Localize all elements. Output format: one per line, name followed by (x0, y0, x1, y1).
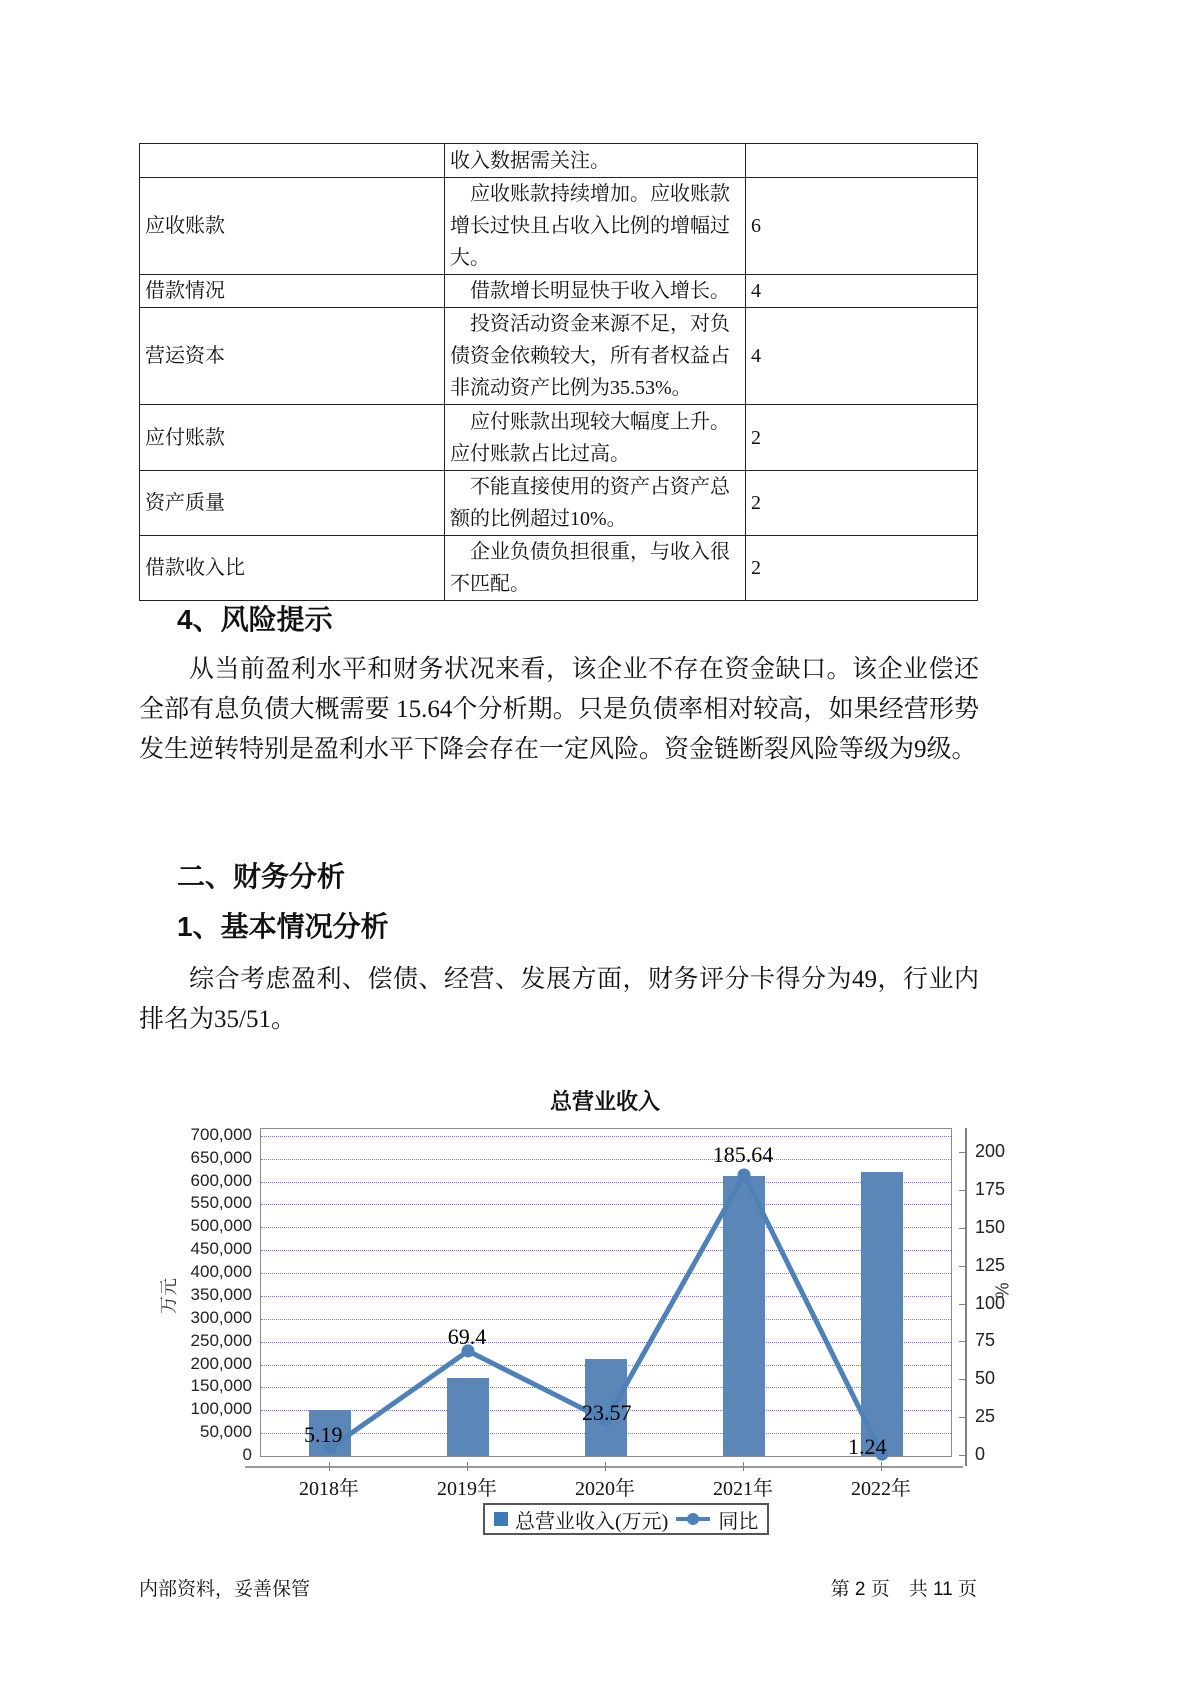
table-row (140, 405, 978, 471)
left-axis-tick-label: 600,000 (190, 1170, 252, 1190)
risk-heading: 4、风险提示 (177, 604, 333, 635)
right-axis-tick (959, 1266, 965, 1267)
right-axis-tick (959, 1379, 965, 1380)
line-data-label: 1.24 (848, 1434, 887, 1459)
table-row (140, 308, 978, 405)
right-axis-tick-label: 200 (975, 1141, 1006, 1162)
right-axis-tick-label: 150 (975, 1216, 1006, 1237)
description-text: 企业负债负担很重，与收入很不匹配。 (450, 541, 730, 595)
right-axis-tick (959, 1190, 965, 1191)
left-axis-tick-label: 500,000 (190, 1216, 252, 1236)
right-axis-line (965, 1128, 967, 1466)
footer-confidential-note: 内部资料，妥善保管 (139, 1579, 311, 1600)
description-cell (445, 144, 746, 178)
score-cell: 2 (746, 536, 978, 601)
right-axis-tick-label: 125 (975, 1254, 1006, 1275)
indicator-cell: 营运资本 (140, 308, 445, 405)
score-cell: 4 (746, 308, 978, 405)
line-point-marker (738, 1168, 751, 1181)
score-cell: 4 (746, 275, 978, 308)
x-axis-tick (743, 1462, 744, 1471)
legend-bar-swatch-icon (494, 1512, 508, 1526)
footer-page-number: 第 2 页 共 11 页 (830, 1579, 977, 1600)
x-axis-category-label: 2020年 (575, 1478, 635, 1500)
score-table (139, 143, 978, 601)
right-axis-tick (959, 1152, 965, 1153)
indicator-cell: 资产质量 (140, 471, 445, 536)
description-cell (445, 178, 746, 275)
left-axis-tick-label: 550,000 (190, 1193, 252, 1213)
x-axis-line (245, 1466, 963, 1468)
score-cell: 6 (746, 178, 978, 275)
description-text: 应付账款出现较大幅度上升。应付账款占比过高。 (450, 410, 730, 465)
table-row (140, 275, 978, 308)
right-axis-tick (959, 1304, 965, 1305)
description-text: 借款增长明显快于收入增长。 (470, 280, 730, 302)
left-axis-tick-label: 300,000 (190, 1307, 252, 1327)
indicator-cell: 借款情况 (140, 275, 445, 308)
left-axis-tick-label: 450,000 (190, 1239, 252, 1259)
description-cell (445, 536, 746, 601)
x-axis-tick (605, 1462, 606, 1471)
description-cell (445, 308, 746, 405)
chart-title: 总营业收入 (549, 1089, 660, 1114)
table-row (140, 471, 978, 536)
left-axis-unit-label: 万元 (159, 1278, 179, 1314)
right-axis-tick-label: 100 (975, 1292, 1006, 1313)
description-cell (445, 405, 746, 471)
x-axis-category-label: 2022年 (851, 1478, 911, 1500)
right-axis-tick (959, 1417, 965, 1418)
right-axis-tick-label: 25 (975, 1406, 996, 1427)
description-cell (445, 471, 746, 536)
description-text: 收入数据需关注。 (450, 149, 610, 172)
left-axis-tick-label: 650,000 (190, 1147, 252, 1167)
x-axis-category-label: 2021年 (713, 1478, 773, 1500)
left-axis-tick-label: 150,000 (190, 1376, 252, 1396)
right-axis-tick (959, 1455, 965, 1456)
line-data-label: 23.57 (582, 1400, 632, 1425)
table-row (140, 536, 978, 601)
right-axis-tick-label: 50 (975, 1368, 996, 1389)
description-text: 应收账款持续增加。应收账款增长过快且占收入比例的增幅过大。 (450, 183, 730, 269)
indicator-cell: 应付账款 (140, 405, 445, 471)
x-axis-tick (467, 1462, 468, 1471)
x-axis-category-label: 2018年 (299, 1478, 359, 1500)
right-axis-tick (959, 1228, 965, 1229)
line-data-label: 5.19 (304, 1422, 343, 1447)
x-axis-tick (881, 1462, 882, 1471)
right-axis-tick-label: 175 (975, 1179, 1006, 1200)
basic-paragraph: 综合考虑盈利、偿债、经营、发展方面，财务评分卡得分为49，行业内排名为35/51。 (139, 966, 979, 1033)
left-axis-tick-label: 100,000 (190, 1399, 252, 1419)
table-row (140, 178, 978, 275)
description-cell (445, 275, 746, 308)
x-axis-category-label: 2019年 (437, 1478, 497, 1500)
description-text: 不能直接使用的资产占资产总额的比例超过10%。 (450, 476, 730, 530)
right-axis-tick-label: 0 (975, 1444, 986, 1464)
legend-bar-label: 总营业收入(万元) (515, 1510, 669, 1533)
finance-heading: 二、财务分析 (177, 861, 346, 892)
chart-legend (483, 1503, 769, 1535)
line-data-label: 69.4 (447, 1324, 487, 1349)
left-axis-tick-label: 250,000 (190, 1330, 252, 1350)
indicator-cell: 应收账款 (140, 178, 445, 275)
table-row (140, 144, 978, 178)
left-axis-tick-label: 350,000 (190, 1284, 252, 1304)
left-axis-tick-label: 400,000 (190, 1262, 252, 1282)
score-table-body (140, 144, 978, 601)
indicator-cell (140, 144, 445, 178)
left-axis-tick-label: 700,000 (190, 1124, 252, 1144)
right-axis-unit-label: % (992, 1282, 1013, 1299)
right-axis-tick-label: 75 (975, 1330, 996, 1351)
score-cell (746, 144, 978, 178)
risk-paragraph: 从当前盈利水平和财务状况来看，该企业不存在资金缺口。该企业偿还全部有息负债大概需要 15.64个分析期。只是负债率相对较高，如果经营形势发生逆转特别是盈利水平下降会存在一定风险。资金链断裂风险等级为9级。 (139, 656, 979, 763)
x-axis-tick (329, 1462, 330, 1471)
left-axis-tick-label: 50,000 (200, 1422, 252, 1442)
score-cell: 2 (746, 471, 978, 536)
score-cell: 2 (746, 405, 978, 471)
line-data-label: 185.64 (712, 1142, 774, 1167)
indicator-cell: 借款收入比 (140, 536, 445, 601)
left-axis-tick-label: 0 (242, 1445, 252, 1464)
legend-line-marker-icon (675, 1512, 711, 1526)
right-axis-tick (959, 1341, 965, 1342)
basic-heading: 1、基本情况分析 (177, 911, 389, 942)
description-text: 投资活动资金来源不足，对负债资金依赖较大，所有者权益占非流动资产比例为35.53%。 (450, 313, 730, 399)
left-axis-tick-label: 200,000 (190, 1353, 252, 1373)
legend-line-label: 同比 (718, 1510, 759, 1533)
